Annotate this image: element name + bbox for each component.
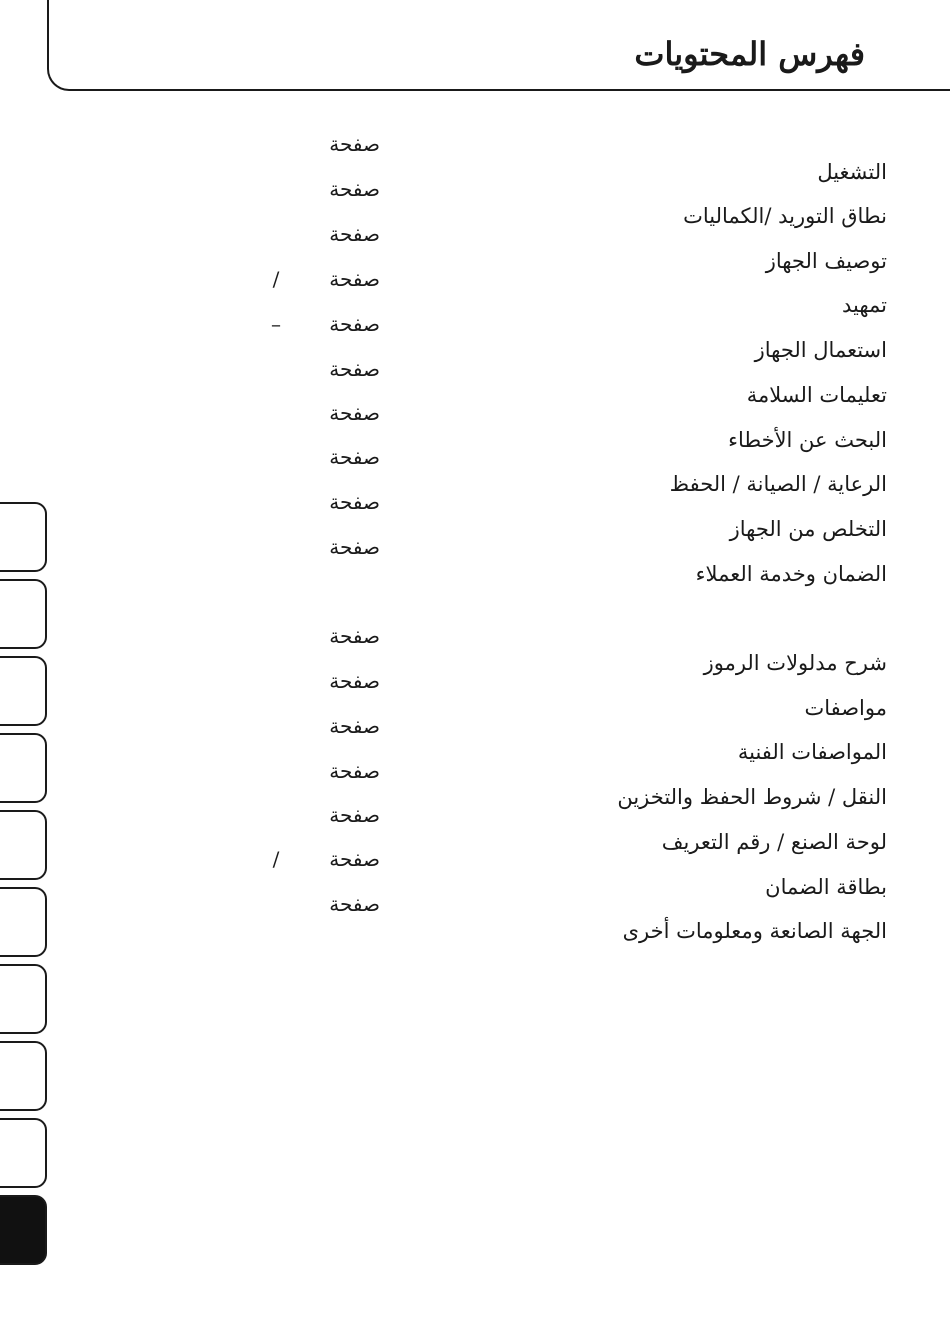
side-tab-1[interactable] — [0, 502, 47, 572]
toc-entry[interactable]: مواصفات — [804, 696, 887, 720]
side-tab-7[interactable] — [0, 964, 47, 1034]
page-title: فهرس المحتويات — [634, 35, 865, 73]
page-label: صفحة — [329, 535, 380, 559]
side-tab-8[interactable] — [0, 1041, 47, 1111]
page-label: صفحة — [329, 132, 380, 156]
toc-entry[interactable]: بطاقة الضمان — [765, 875, 887, 899]
toc-entry[interactable]: المواصفات الفنية — [737, 740, 887, 764]
toc-entry[interactable]: الضمان وخدمة العملاء — [695, 562, 887, 586]
page-label: صفحة — [329, 222, 380, 246]
toc-entry[interactable]: تعليمات السلامة — [746, 383, 887, 407]
toc-entry[interactable]: تمهيد — [841, 293, 887, 317]
page-label: صفحة — [329, 490, 380, 514]
toc-entry[interactable]: نطاق التوريد /الكماليات — [683, 204, 887, 228]
toc-entry[interactable]: التشغيل — [817, 160, 887, 184]
page-mark: / — [272, 267, 280, 291]
page-label: صفحة — [329, 312, 380, 336]
side-tab-4[interactable] — [0, 733, 47, 803]
side-tab-10-active[interactable] — [0, 1195, 47, 1265]
toc-entry[interactable]: البحث عن الأخطاء — [728, 428, 887, 452]
toc-entry[interactable]: استعمال الجهاز — [754, 338, 887, 362]
page-label: صفحة — [329, 177, 380, 201]
side-tab-3[interactable] — [0, 656, 47, 726]
toc-entry[interactable]: الجهة الصانعة ومعلومات أخرى — [622, 919, 887, 943]
toc-entry[interactable]: شرح مدلولات الرموز — [703, 651, 887, 675]
page-label: صفحة — [329, 759, 380, 783]
page-mark: / — [272, 847, 280, 871]
side-tab-2[interactable] — [0, 579, 47, 649]
page-label: صفحة — [329, 357, 380, 381]
toc-entry[interactable]: الرعاية / الصيانة / الحفظ — [669, 472, 887, 496]
side-tab-6[interactable] — [0, 887, 47, 957]
toc-entry[interactable]: التخلص من الجهاز — [729, 517, 887, 541]
page-label: صفحة — [329, 445, 380, 469]
page-label: صفحة — [329, 803, 380, 827]
page-mark: – — [271, 312, 281, 336]
page-label: صفحة — [329, 714, 380, 738]
side-tab-9[interactable] — [0, 1118, 47, 1188]
page-label: صفحة — [329, 624, 380, 648]
page-label: صفحة — [329, 401, 380, 425]
toc-entry[interactable]: لوحة الصنع / رقم التعريف — [661, 830, 887, 854]
page-label-row — [0, 130, 950, 160]
page-label: صفحة — [329, 847, 380, 871]
page-label: صفحة — [329, 267, 380, 291]
page-label: صفحة — [329, 892, 380, 916]
side-tab-5[interactable] — [0, 810, 47, 880]
toc-entry[interactable]: توصيف الجهاز — [765, 249, 887, 273]
toc-entry[interactable]: النقل / شروط الحفظ والتخزين — [617, 785, 887, 809]
page-label: صفحة — [329, 669, 380, 693]
